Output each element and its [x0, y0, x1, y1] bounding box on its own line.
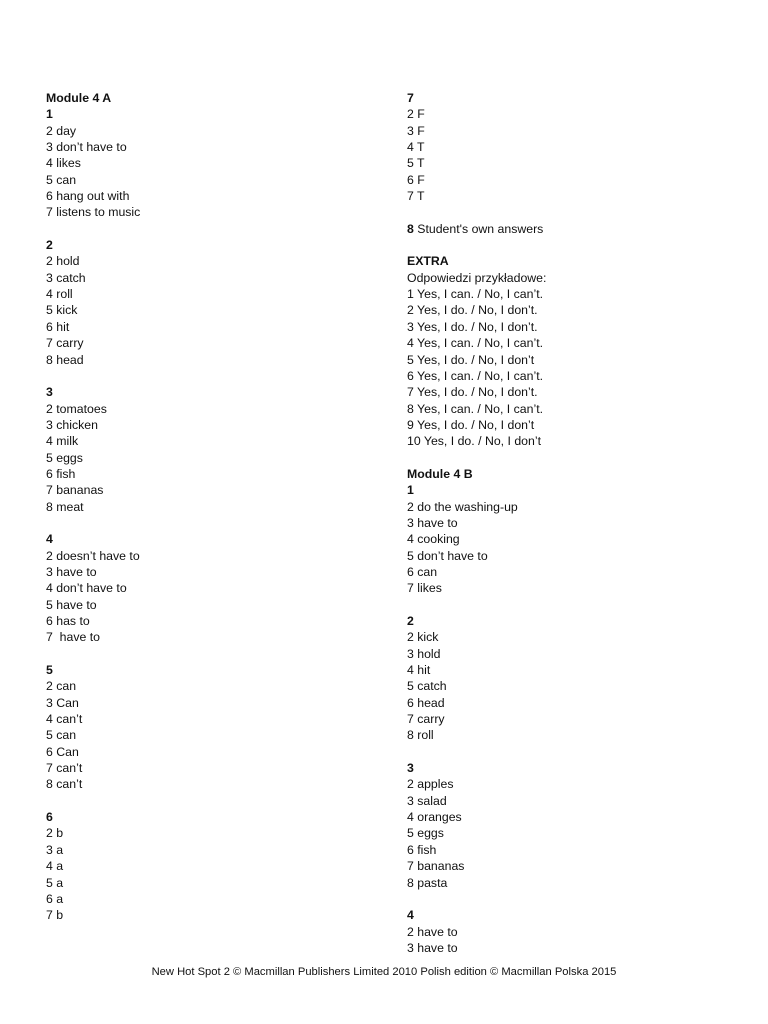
answer-line: 2 do the washing-up [407, 499, 518, 514]
spacer [407, 450, 747, 466]
exercise-number: 3 [46, 385, 53, 400]
spacer [46, 793, 376, 809]
answer-line: 2 doesn’t have to [46, 548, 140, 563]
answer-line: 6 can [407, 564, 438, 579]
answer-line: 4 milk [46, 434, 79, 449]
exercise-number: 4 [407, 908, 414, 923]
spacer [407, 891, 747, 907]
answer-line: 3 have to [407, 515, 458, 530]
answer-line: 2 b [46, 826, 64, 841]
answer-line: 3 chicken [46, 417, 98, 432]
section-heading: EXTRA [407, 254, 449, 269]
answer-line: 4 oranges [407, 810, 462, 825]
answer-line: 4 likes [46, 156, 81, 171]
exercise-number: 1 [407, 483, 414, 498]
exercise-number: 7 [407, 91, 414, 105]
spacer [46, 221, 376, 237]
answer-line: 6 head [407, 695, 445, 710]
answer-line: 7 carry [407, 712, 445, 727]
exercise-number: 4 [46, 532, 53, 547]
answer-line: 5 can [46, 172, 77, 187]
answer-line [407, 221, 747, 237]
answer-line: 7 listens to music [46, 205, 141, 220]
exercise-number: 2 [407, 614, 414, 628]
answer-line: 8 pasta [407, 875, 448, 890]
answer-line: 2 F [407, 107, 425, 122]
answer-block [46, 106, 376, 220]
answer-block [407, 253, 747, 449]
answer-line: 4 a [46, 859, 64, 874]
answer-line: 5 eggs [46, 450, 83, 465]
answer-line: 6 hang out with [46, 189, 130, 204]
answer-line: 7 likes [407, 581, 442, 596]
answer-line: 6 fish [407, 842, 437, 857]
answer-block [407, 90, 747, 204]
answer-line: 1 Yes, I can. / No, I can’t. [407, 287, 544, 302]
exercise-number: 1 [46, 107, 53, 122]
answer-line: 4 Yes, I can. / No, I can’t. [407, 336, 544, 351]
answer-line: Odpowiedzi przykładowe: [407, 270, 547, 285]
answer-line: 5 kick [46, 303, 78, 318]
answer-line: 8 Yes, I can. / No, I can’t. [407, 401, 544, 416]
answer-block [407, 760, 747, 891]
answer-block [407, 482, 747, 596]
answer-line: 3 Yes, I do. / No, I don’t. [407, 319, 538, 334]
answer-block [46, 237, 376, 368]
answer-line: 3 don’t have to [46, 140, 127, 155]
answer-block [46, 384, 376, 515]
answer-line: 6 Can [46, 744, 79, 759]
exercise-number: 3 [407, 761, 414, 776]
answer-block [46, 531, 376, 645]
spacer [46, 368, 376, 384]
answer-line: 4 can’t [46, 712, 83, 727]
answer-block [407, 907, 747, 956]
answer-line: 6 Yes, I can. / No, I can’t. [407, 368, 544, 383]
answer-line: 2 hold [46, 254, 80, 269]
answer-line: 4 hit [407, 663, 431, 678]
answer-line: 6 F [407, 172, 425, 187]
answer-line: 3 F [407, 123, 425, 138]
answer-line: 5 a [46, 875, 64, 890]
answer-line: 7 T [407, 189, 425, 204]
exercise-number: 5 [46, 663, 53, 678]
answer-block [46, 809, 376, 923]
answer-line: 7 bananas [46, 483, 104, 498]
spacer [46, 515, 376, 531]
answer-line: 10 Yes, I do. / No, I don’t [407, 434, 541, 449]
answer-block [46, 662, 376, 793]
answer-line: 8 roll [407, 728, 434, 743]
answer-line: 7 have to [46, 630, 101, 645]
answer-line: 2 apples [407, 777, 454, 792]
section-heading: Module 4 B [407, 466, 473, 481]
answer-line: 2 can [46, 679, 77, 694]
answer-line: 2 have to [407, 924, 458, 939]
answer-line: 3 hold [407, 646, 441, 661]
spacer [407, 744, 747, 760]
answer-line: 3 Can [46, 695, 79, 710]
spacer [46, 646, 376, 662]
answer-line: 5 Yes, I do. / No, I don’t [407, 352, 535, 367]
answer-line: 2 tomatoes [46, 401, 107, 416]
answer-line: 4 T [407, 140, 425, 155]
exercise-number: 2 [46, 238, 53, 253]
answer-line: 4 roll [46, 287, 73, 302]
answer-line: 2 kick [407, 630, 439, 645]
exercise-number: 8 [407, 221, 414, 236]
answer-line: 6 fish [46, 466, 76, 481]
answer-line: 4 cooking [407, 532, 460, 547]
right-column [407, 90, 747, 956]
answer-line: 4 don’t have to [46, 581, 127, 596]
answer-line: 7 b [46, 908, 64, 923]
answer-line: 3 have to [407, 940, 458, 955]
answer-line: 6 hit [46, 319, 70, 334]
answer-line: 5 can [46, 728, 77, 743]
answer-line: 3 a [46, 842, 64, 857]
answer-block [407, 466, 747, 482]
answer-line: 8 meat [46, 499, 84, 514]
page-footer: New Hot Spot 2 © Macmillan Publishers Limited 2010 Polish edition © Macmillan Polska 2015 [151, 966, 617, 978]
answer-line: 5 catch [407, 679, 447, 694]
answer-line: 3 have to [46, 564, 97, 579]
answer-line: 6 has to [46, 614, 90, 628]
answer-line: 7 Yes, I do. / No, I don’t. [407, 385, 538, 400]
spacer [407, 597, 747, 613]
answer-line: 5 eggs [407, 826, 444, 841]
answer-line: 6 a [46, 891, 64, 906]
answer-line: 5 don’t have to [407, 548, 488, 563]
left-column [46, 90, 376, 924]
answer-line: 7 carry [46, 336, 84, 351]
section-heading: Module 4 A [46, 91, 112, 105]
answer-block [407, 613, 747, 744]
answer-line: 7 bananas [407, 859, 465, 874]
answer-line: 8 can’t [46, 777, 83, 792]
answer-line: 2 Yes, I do. / No, I don’t. [407, 303, 538, 318]
answer-line: 3 salad [407, 793, 447, 808]
answer-line: 9 Yes, I do. / No, I don’t [407, 417, 535, 432]
spacer [407, 237, 747, 253]
answer-line: 2 day [46, 123, 77, 138]
answer-line: 8 head [46, 352, 84, 367]
answer-line: 5 have to [46, 597, 97, 612]
answer-line: 5 T [407, 156, 425, 171]
answer-line: 7 can’t [46, 761, 83, 776]
answer-block [46, 90, 376, 106]
spacer [407, 204, 747, 220]
answer-block [407, 221, 747, 237]
answer-text: Student's own answers [413, 221, 544, 236]
exercise-number: 6 [46, 810, 53, 825]
answer-line: 3 catch [46, 270, 86, 285]
